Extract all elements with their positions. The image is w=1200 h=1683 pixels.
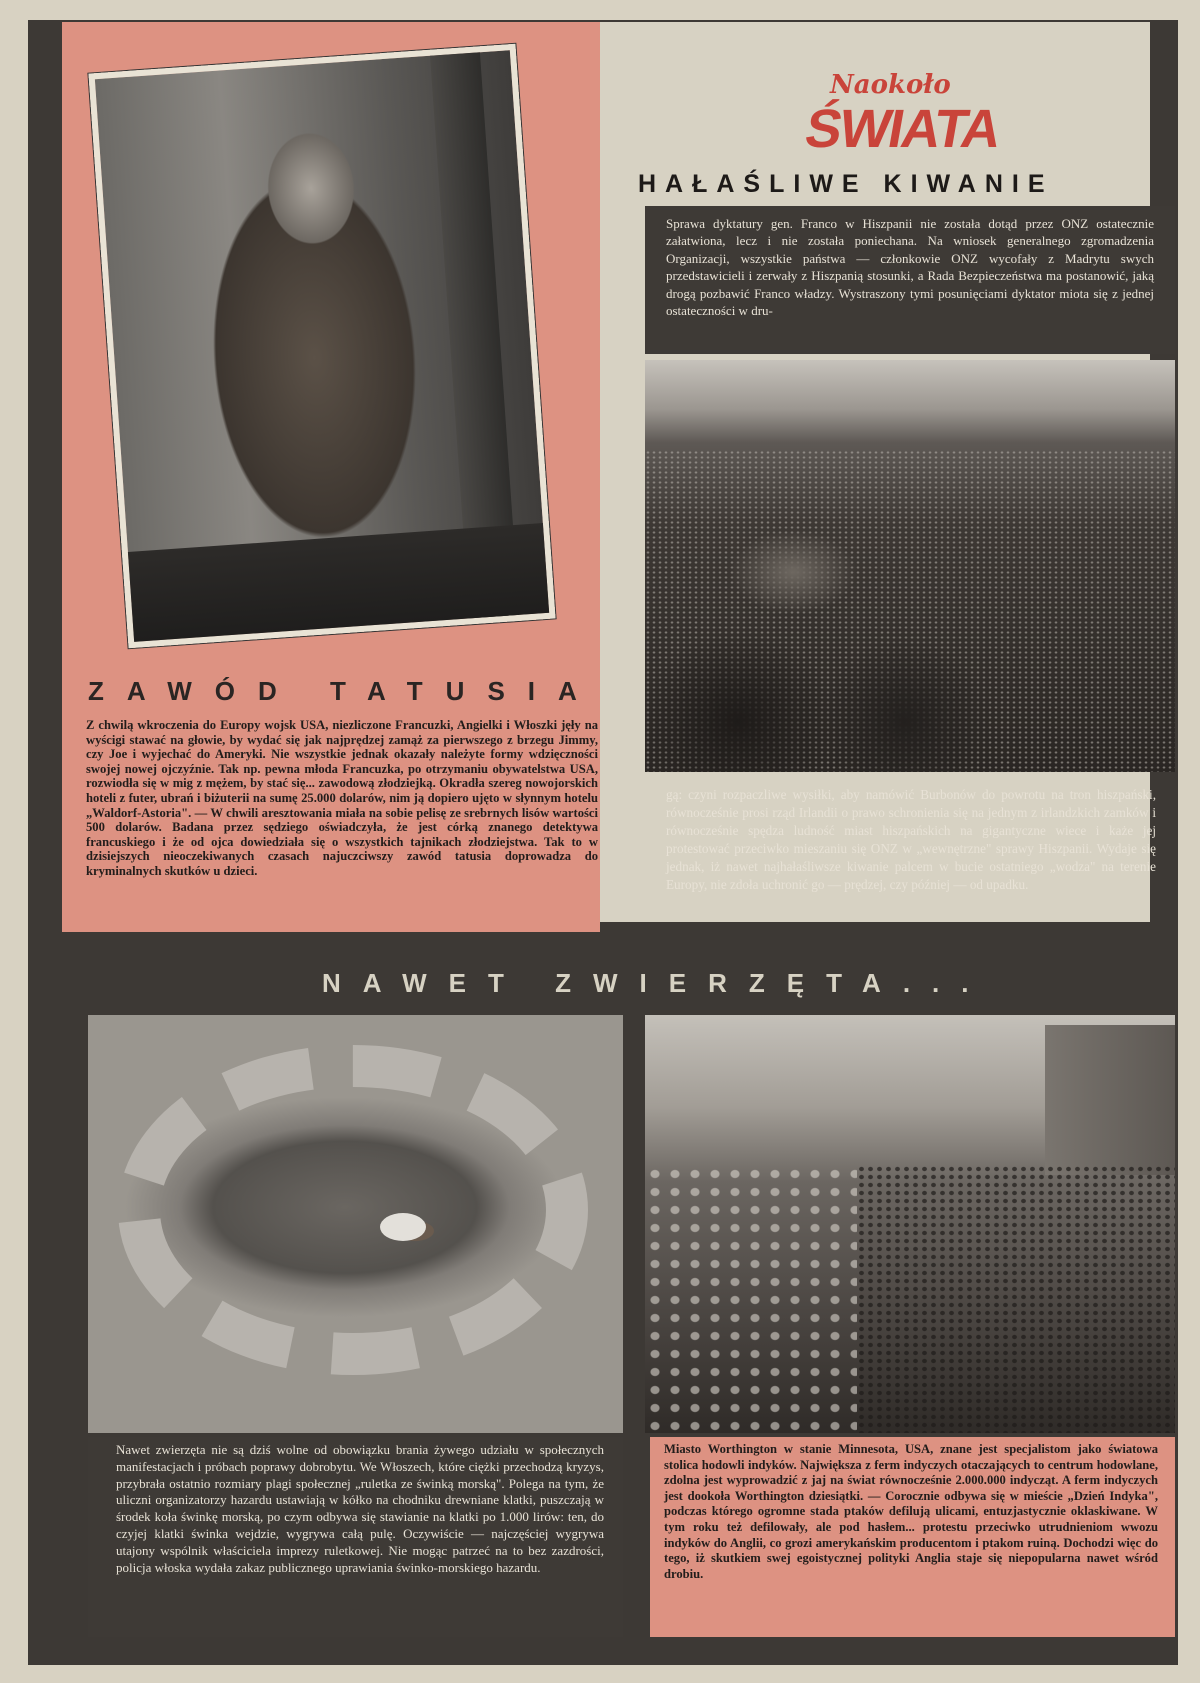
left-article-title: ZAWÓD TATUSIA xyxy=(88,676,600,706)
photo-guinea-pig-roulette xyxy=(88,1015,623,1433)
bottom-right-body: Miasto Worthington w stanie Minnesota, USA, znane jest specjalistom jako światowa stolica hodowli indyków. Największa z ferm indyczych otaczających to centrum hodowlane, zdolna jest wyprowadzić z jaj na świat równocześnie 2.000.000 indycząt. A ferm indyczych jest dookoła Worthington dziesiątki. — Corocznie odbywa się w mieście „Dzień Indyka", podczas którego ogromne stada ptaków defilują ulicami, entuzjastycznie oklaskiwane. W tym roku też defilowały, ale pod hasłem... protestu przeciwko utrudnieniom wwozu indyków do Anglii, co grozi amerykańskim producentom i ptakom ruiną. Dochodzi więc do tego, iż skutkiem swej egoistycznej polityki Anglia staje się niepopularna nawet wśród drobiu. xyxy=(664,1442,1158,1581)
magazine-section-logo xyxy=(790,58,1010,168)
bottom-left-body: Nawet zwierzęta nie są dziś wolne od obowiązku brania żywego udziału w społecznych manifestacjach i próbach poprawy dobrobytu. We Włoszech, które ciężki przechodzą kryzys, przybrała ostatnio rozmiary plagi społecznej „ruletka ze świnką morską". Polega na tym, że uliczni organizatorzy hazardu ustawiają w kółko na chodniku drewniane klatki, puszczają w środek koła świnkę morską, po czym odbywa się stawianie na klatki po 1.000 lirów: ten, do czyjej klatki świnka wejdzie, wygrywa całą pulę. Oczywiście — najczęściej wygrywa utajony wspólnik właściciela imprezy ruletkowej. Nie mogąc patrzeć na to bez zazdrości, policja włoska wydała zakaz publicznego uprawiania świnko-morskiego hazardu. xyxy=(116,1442,604,1575)
right-article-body-part2: gą: czyni rozpaczliwe wysiłki, aby namówić Burbonów do powrotu na tron hiszpański, równocześnie prosi rząd Irlandii o prawo schronienia się na jednym z irlandzkich zamków i równocześnie spędza ludność miast hiszpańskich na gigantyczne wiece i każe jej protestować przeciwko mieszaniu się ONZ w „wewnętrzne" sprawy Hiszpanii. Wydaje się jednak, iż nawet najhałaśliwsze kiwanie palcem w bucie ostatniego „wodza" na terenie Europy, nie zdoła uchronić go — prędzej, czy później — od upadku. xyxy=(666,787,1156,892)
photo-turkey-parade xyxy=(645,1015,1175,1433)
photo-officials xyxy=(645,522,1016,772)
photo-spectators xyxy=(645,1165,857,1433)
photo-guinea-pig xyxy=(380,1213,426,1241)
left-article-body: Z chwilą wkroczenia do Europy wojsk USA, niezliczone Francuzki, Angielki i Włoszki jęły na wyścigi stawać na głowie, by wydać się jak najprędzej zamąż za pierwszego z brzegu Jimmy, czy Joe i wyjechać do Ameryki. Nie wszystkie jednak okazały należyte formy wdzięczności swojej nowej ojczyźnie. Tak np. pewna młoda Francuzka, po otrzymaniu obywatelstwa USA, rozwiodła się w mig z mężem, by stać się... zawodową złodziejką. Okradła szereg nowojorskich hoteli z futer, ubrań i biżuterii na sumę 25.000 dolarów, nim ją dopiero ujęto w słynnym hotelu „Waldorf-Astoria". — W chwili aresztowania miała na sobie pelisę ze srebrnych lisów wartości 500 dolarów. Badana przez sędziego oświadczyła, że jest córką znanego detektywa francuskiego i że od ojca dowiedziała się o wszystkich tajnikach złodziejstwa. Tak to w dzisiejszych nieoczekiwanych czasach najuczciwszy zawód tatusia doprowadza do kryminalnych skutków u dzieci. xyxy=(86,718,598,878)
logo-subtitle: Naokoło xyxy=(830,70,951,100)
logo-main: ŚWIATA xyxy=(800,99,1005,159)
photo-woman-in-fur-coat xyxy=(88,44,555,648)
band-title: NAWET ZWIERZĘTA... xyxy=(322,968,991,998)
photo-rally-crowd xyxy=(645,360,1175,772)
photo-turkey-flock xyxy=(857,1165,1175,1433)
right-article-title: HAŁAŚLIWE KIWANIE xyxy=(638,170,1054,198)
right-article-body-part1: Sprawa dyktatury gen. Franco w Hiszpanii nie została dotąd przez ONZ ostatecznie załatwiona, lecz i nie została poniechana. Na wniosek generalnego zgromadzenia Organizacji, wszystkie państwa — członkowie ONZ wycofały z Madrytu swych przedstawicieli i zerwały z Hiszpanią stosunki, a Rada Bezpieczeństwa ma postanowić, jaką drogą pozbawić Franco władzy. Wystraszony tymi posunięciami dyktator miota się z jednej ostateczności w dru- xyxy=(666,216,1154,319)
photo-cage-ring xyxy=(118,1045,588,1375)
photo-building xyxy=(1045,1025,1175,1175)
